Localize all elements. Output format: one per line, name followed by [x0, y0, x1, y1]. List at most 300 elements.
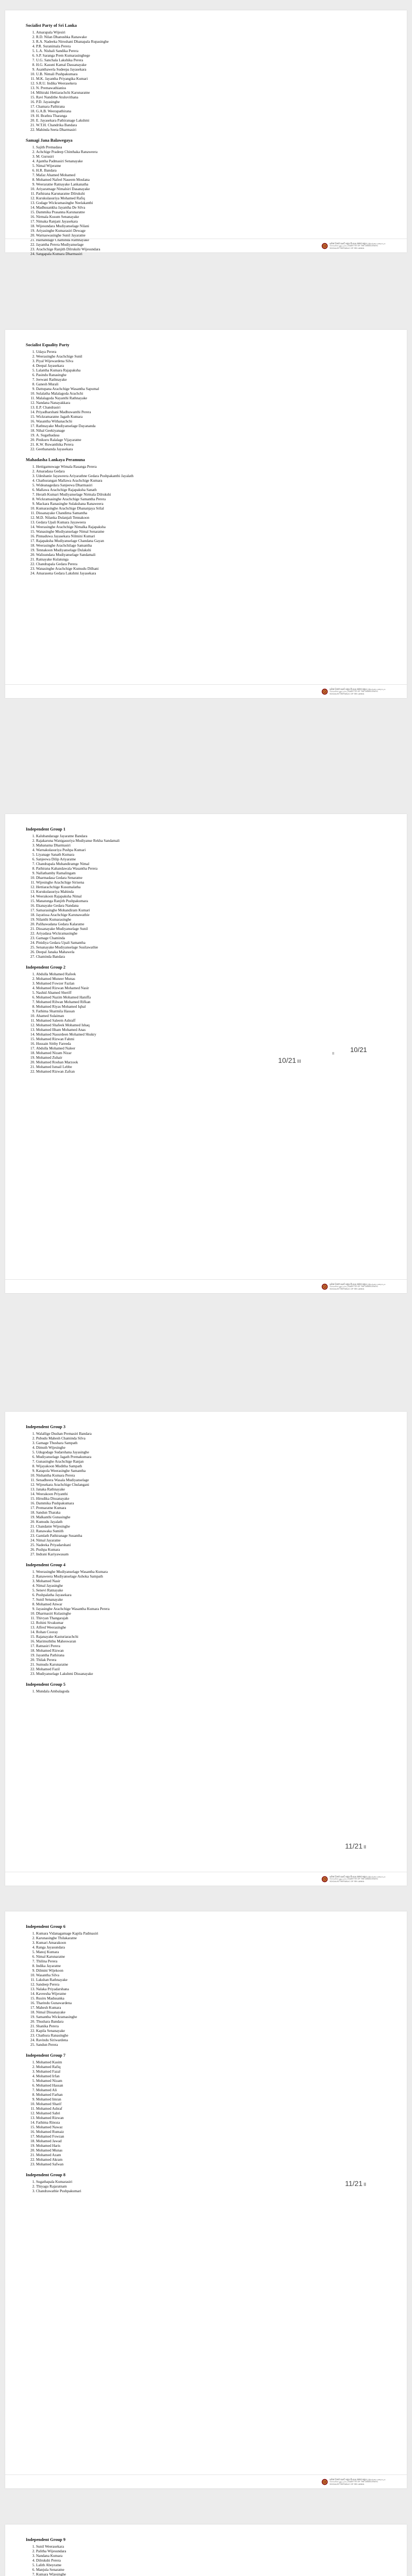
candidate-name: 17. Ratnasiri Perera [36, 1643, 386, 1648]
candidate-name: 18. Nihal Geekiyanage [36, 428, 386, 433]
candidate-name: 20. Thilak Perera [36, 1657, 386, 1662]
document-page [5, 814, 407, 1293]
candidate-name: 14. Priyadharshani Madhuwanthi Perera [36, 410, 386, 414]
candidate-name: 1. Hettigamuwage Wimala Rasanga Perera [36, 464, 386, 469]
candidate-name: 18. Wijesundara Mudiyanselage Nilani [36, 224, 386, 228]
candidate-name: 15. Mohamed Nawaz [36, 2125, 386, 2129]
candidate-name: 6. Nimal Karunaratne [36, 1954, 386, 1959]
candidate-name: 19. Tennakoon Mudiyanselage Dulakshi [36, 548, 386, 552]
candidate-name: 12. Nandana Nanayakkara [36, 400, 386, 405]
candidate-name: 19. Mohamed Haris [36, 2143, 386, 2148]
candidate-name: 4. Chathurangan Mallawa Arachchige Kumara [36, 478, 386, 483]
candidate-name: 1. Amarapala Wijesiri [36, 30, 386, 35]
gazette-imprint: සමාජ වාර්ත ගැසට් පත්‍රය සී සයද රජයේ පත්‍රය | இலங்கை சனநாயக சோசலிசக் குடியரசு | GAZETTE OF THE DEMOCRATIC SOCIALIST REPUBLIC OF SRI LANKA [330, 2479, 386, 2485]
candidate-name: 1. Weerasinghe Mudiyanselage Wasantha Kumara [36, 1569, 386, 1574]
candidate-name: 4. Dimuth Wijesinghe [36, 1445, 386, 1450]
candidate-name: 1. Walallige Dushan Premasiri Bandara [36, 1431, 386, 1436]
candidate-name: 14. Weerasinghe Arachchige Nimalka Rajapaksha [36, 524, 386, 529]
candidate-name: 22. Jayantha Perera Mudiyanselage [36, 242, 386, 247]
candidate-name: 16. Marimuththu Maheswaran [36, 1639, 386, 1643]
candidate-name: 16. Ekanayake Gedara Nandana [36, 903, 386, 908]
candidate-list [26, 1431, 386, 1556]
candidate-name: 7. Mafaz Ahamed Mohamed [36, 173, 386, 177]
gazette-stamp [321, 1283, 386, 1290]
candidate-list [26, 2544, 386, 2576]
candidate-name: 18. Weerasinghe Arachchilage Samantha [36, 543, 386, 548]
candidate-name: 10. Wasantha Silva [36, 1973, 386, 1977]
candidate-name: 6. Mudiyanselage Jagath Premakumara [36, 1454, 386, 1459]
candidate-name: 3. Nandana Kumara [36, 2553, 386, 2558]
candidate-name: 12. Mohamed Shafeek Mohamed Ishaq [36, 1023, 386, 1027]
candidate-name: 16. Wasantha Withanachchi [36, 419, 386, 423]
candidate-name: 22. Kapila Senanayake [36, 2028, 386, 2033]
candidate-name: 12. Wijesekara Arachchige Chulangani [36, 1482, 386, 1487]
candidate-name: 12. Mohamed Sabri [36, 2111, 386, 2115]
candidate-name: 3. Piyal Wijewardena Silva [36, 359, 386, 363]
candidate-name: 5. Wideanagedara Sanjeewa Dharmasiri [36, 483, 386, 487]
candidate-name: 1. Mundala Ambalagoda [36, 1689, 386, 1693]
candidate-name: 3. Mohamed Fowzer Fazlan [36, 981, 386, 986]
candidate-name: 9. Dilmini Wijekoon [36, 1968, 386, 1973]
candidate-name: 23. Arachchige Ranjith Dilrukshi Wijesundara [36, 247, 386, 251]
candidate-name: 22. Mahinda Seeta Dharmasiri [36, 127, 386, 132]
gazette-stamp [321, 1876, 386, 1883]
document-page [5, 10, 407, 256]
candidate-name: 12. S.R.U. Indika Weerasekera [36, 81, 386, 86]
candidate-name: 18. G.A.B. Weerapathirana [36, 109, 386, 113]
candidate-name: 11. Malalagoda Nayanthi Rathnayake [36, 396, 386, 400]
document-page [5, 1412, 407, 1886]
candidate-name: 17. Premaratne Kumara [36, 1505, 386, 1510]
section-heading: Independent Group 4 [26, 1563, 66, 1567]
candidate-name: 4. Nimal Jayasinghe [36, 1583, 386, 1588]
candidate-name: 5. Nimal Wijeratne [36, 163, 386, 168]
candidate-name: 18. Jayatissa Arachchige Karunawathie [36, 912, 386, 917]
candidate-name: 16. Pinnaduwa Jayasekara Nilmini Kumari [36, 534, 386, 538]
candidate-name: 10. Sulalatha Malalagoda Arachchi [36, 391, 386, 396]
candidate-name: 13. Kurukulasuriya Mahinda [36, 889, 386, 894]
candidate-list [26, 2060, 386, 2166]
section-heading: Independent Group 3 [26, 1425, 66, 1429]
candidate-name: 19. Samantha Wickramasinghe [36, 2014, 386, 2019]
candidate-name: 5. Manoj Kumara [36, 1950, 386, 1954]
candidate-name: 11. Lakshan Rathnayake [36, 1977, 386, 1982]
page-footer [5, 684, 407, 698]
candidate-list [26, 464, 386, 575]
candidate-name: 12. Hettiarachchige Kusumalatha [36, 885, 386, 889]
candidate-name: 14. Weerakoon Rajapaksha Nimal [36, 894, 386, 899]
candidate-name: 13. Alfred Weerasinghe [36, 1625, 386, 1630]
candidate-name: 2. Achchige Pradeep Chinthaka Ranaweera [36, 149, 386, 154]
candidate-name: 2. Pubudu Mahesh Chaminda Silva [36, 1436, 386, 1440]
candidate-name: 4. Mohamed Irfan [36, 2074, 386, 2078]
candidate-name: 20. Warnaswasinghe Sunil Jayaratne [36, 233, 386, 238]
candidate-name: 21. Dissanayake Mudiyanselage Sunil [36, 926, 386, 931]
candidate-name: 17. Mohamed Fowzan [36, 2134, 386, 2139]
candidate-name: 2. Ranaweera Mudiyanselage Ashoka Sampath [36, 1574, 386, 1579]
candidate-name: 21. Chandanie Wijesinghe [36, 1524, 386, 1529]
candidate-name: 9. Fathima Sharmila Hassan [36, 1009, 386, 1013]
candidate-name: 1. Kalubandarage Jayaratne Bandara [36, 834, 386, 838]
candidate-name: 8. Wickramasinghe Arachchige Samantha Perera [36, 497, 386, 501]
candidate-name: 19. Nilanthi Kumarasinghe [36, 917, 386, 922]
candidate-name: 26. Deepal Janaka Mahawela [36, 950, 386, 954]
gazette-seal-icon [321, 688, 328, 695]
candidate-name: 5. L.A. Nishali Sandika Perera [36, 48, 386, 53]
candidate-name: 11. Dissanayake Chandima Samantha [36, 511, 386, 515]
candidate-name: 2. Weerasinghe Arachchige Sunil [36, 354, 386, 359]
candidate-name: 6. H.R. Bandara [36, 168, 386, 173]
candidate-name: 17. Samarasinghe Mohandiram Kumari [36, 908, 386, 912]
candidate-name: 21. W.T.H. Chandrika Bandara [36, 123, 386, 127]
candidate-name: 6. Pushpalatha Jayasekara [36, 1592, 386, 1597]
candidate-name: 8. Indika Jayaratne [36, 1963, 386, 1968]
candidate-name: 7. Mohamed Ali [36, 2088, 386, 2092]
candidate-name: 20. Mohamed Roshan Marzook [36, 1060, 386, 1064]
candidate-name: 3. Udeshanie Jayaweera Ariyarathne Gedara Pushpakanthi Jayalath [36, 473, 386, 478]
candidate-name: 26. Pushpa Kumara [36, 1547, 386, 1552]
candidate-name: 25. Sandun Perera [36, 2042, 386, 2047]
candidate-name: 11. Pathirana Karunaratne Dilrukshi [36, 191, 386, 196]
candidate-name: 22. Mohamed Akram [36, 2157, 386, 2162]
candidate-name: 15. Mohamed Rizwan Fahmi [36, 1037, 386, 1041]
candidate-name: 8. H.G. Kasuni Kamal Dassanayake [36, 62, 386, 67]
candidate-name: 4. Mohamed Rizwan Mohamed Nasir [36, 986, 386, 990]
candidate-name: 20. Walisundara Mudiyanselage Sandamali [36, 552, 386, 557]
candidate-name: 22. Ranawaka Sumith [36, 1529, 386, 1533]
candidate-name: 14. Mihiraki Hettiarachchi Karunaratne [36, 90, 386, 95]
candidate-name: 2. Palitha Wijesundara [36, 2549, 386, 2553]
candidate-name: 27. Chaminda Bandara [36, 954, 386, 959]
candidate-name: 17. Rajapaksha Mudiyanselage Chandana Gayan [36, 538, 386, 543]
candidate-name: 7. Kumara Wijesinghe [36, 2572, 386, 2576]
candidate-name: 24. Nimal Jayaratne [36, 1538, 386, 1543]
candidate-name: 18. Mohamed Rizwan [36, 1648, 386, 1653]
candidate-name: 10. Dharmasiri Kulasinghe [36, 1611, 386, 1616]
candidate-name: 19. H. Brathra Tharanga [36, 113, 386, 118]
candidate-name: 13. Janaka Rathnayake [36, 1487, 386, 1492]
candidate-name: 19. Jayantha Pathirana [36, 1653, 386, 1657]
candidate-name: 14. Kaveesha Wijeratne [36, 1991, 386, 1996]
candidate-name: 7. Herath Kumari Mudiyanselage Nirmala Dilrukshi [36, 492, 386, 497]
gazette-imprint: සමාජ වාර්ත ගැසට් පත්‍රය සී සයද රජයේ පත්‍රය | இலங்கை சனநாயக சோசலிசக் குடியரசு | GAZETTE OF THE DEMOCRATIC SOCIALIST REPUBLIC OF SRI LANKA [330, 1876, 386, 1883]
candidate-name: 9. Nallathamby Ramalingam [36, 871, 386, 875]
candidate-name: 13. Nalaka Priyadarshana [36, 1987, 386, 1991]
candidate-name: 2. R.D. Nilan Dhanushka Ranawake [36, 35, 386, 39]
page-number-value: 11/21 [345, 1842, 363, 1850]
candidate-name: 13. Mohamed Rizwan [36, 2115, 386, 2120]
candidate-list [26, 1931, 386, 2047]
gazette-seal-icon [321, 1283, 328, 1290]
candidate-name: 22. Ariyadasa Wickramasinghe [36, 931, 386, 936]
candidate-name: 12. M.D. Nilanka Dulanjali Tennakoon [36, 515, 386, 520]
candidate-name: 3. M. Gurusiri [36, 154, 386, 159]
candidate-name: 15. Manatunga Ranjith Pushpakumara [36, 899, 386, 903]
candidate-name: 1. Sajith Premadasa [36, 145, 386, 149]
section-heading: Independent Group 8 [26, 2173, 66, 2177]
candidate-name: 11. Mohamed Saleem Ashraff [36, 1018, 386, 1023]
candidate-name: 1. Sunil Weerasekara [36, 2544, 386, 2549]
page-body [5, 2524, 407, 2576]
candidate-name: 8. Mohamed Riyas Mohamed Iqbal [36, 1004, 386, 1009]
candidate-name: 10. U.B. Nimali Pushpakumara [36, 72, 386, 76]
candidate-name: 22. Mohamed Fazil [36, 1667, 386, 1671]
candidate-list [26, 972, 386, 1074]
gazette-imprint: සමාජ වාර්ත ගැසට් පත්‍රය සී සයද රජයේ පත්‍රය | இலங்கை சனநாயக சோசலிசக் குடியரசு | GAZETTE OF THE DEMOCRATIC SOCIALIST REPUBLIC OF SRI LANKA [330, 688, 386, 695]
candidate-name: 12. Kurukulasuriya Mohamed Rafiq [36, 196, 386, 200]
candidate-name: 2. Thiyagu Rajaratnam [36, 2184, 386, 2189]
candidate-name: 21. Mohamed Ismail Lebbe [36, 1064, 386, 1069]
candidate-name: 4. Warnakulasuriya Pushpa Kumari [36, 848, 386, 852]
candidate-name: 22. Chandrapala Gedara Perera [36, 562, 386, 566]
candidate-name: 17. Chamara Pathirana [36, 104, 386, 109]
candidate-name: 17. Nimaka Ranjani Jayasekara [36, 219, 386, 224]
candidate-name: 21. Ratnayake Kulatunga [36, 557, 386, 562]
page-footer [5, 2475, 407, 2488]
candidate-name: 7. Thilina Perera [36, 1959, 386, 1963]
candidate-name: 3. Mohamed Fazal [36, 2069, 386, 2074]
candidate-name: 20. Pinikuru Ralalage Vijayaratne [36, 437, 386, 442]
page-body [5, 1412, 407, 1693]
candidate-name: 9. Katapola Weerasinghe Samantha [36, 1468, 386, 1473]
candidate-name: 1. Udaya Perera [36, 349, 386, 354]
candidate-name: 23. Mohamed Safwan [36, 2162, 386, 2166]
page-footer [5, 1279, 407, 1293]
candidate-list [26, 2179, 386, 2193]
page-number-suffix: II [364, 2182, 367, 2187]
candidate-name: 14. Fathima Rinoza [36, 2120, 386, 2125]
candidate-name: 3. Chandrawathie Pushpakumari [36, 2189, 386, 2193]
candidate-name: 7. Chandrapala Muhandiramge Nimal [36, 861, 386, 866]
page-number-value: 10/21 [278, 1056, 297, 1064]
candidate-name: 20. Palihawadana Gedara Kalaratne [36, 922, 386, 926]
candidate-name: 11. M.K. Jayantha Priyangika Kumari [36, 76, 386, 81]
candidate-name: 4. Ranga Jayasundara [36, 1945, 386, 1950]
candidate-name: 15. Wanasinghe Mudiyanselage Nimal Senaratne [36, 529, 386, 534]
candidate-name: 24. Pinidiya Gedara Upali Samantha [36, 940, 386, 945]
candidate-name: 8. Mohamed Nafeel Naseem Moulana [36, 177, 386, 182]
candidate-name: 1. Abdulla Mohamed Rafeek [36, 972, 386, 976]
candidate-name: 23. Wanasinghe Arachchige Kumudu Dilhani [36, 566, 386, 571]
section-heading: Independent Group 1 [26, 827, 66, 832]
candidate-name: 13. Godage Wickramasinghe Neelakanthi [36, 200, 386, 205]
candidate-name: 5. Nashid Ahamed Sheriff [36, 990, 386, 995]
candidate-name: 20. E. Jayasekara Pathiranage Lakshmi [36, 118, 386, 123]
candidate-name: 8. Ganesh Murali [36, 382, 386, 386]
candidate-name: 4. P.R. Suranimala Perera [36, 44, 386, 48]
candidate-name: 18. Sandun Tharaka [36, 1510, 386, 1515]
candidate-name: 6. S.P. Saranga Prem Kumarasinghege [36, 53, 386, 58]
candidate-name: 14. Madhusankha Jayantha De Silva [36, 205, 386, 210]
candidate-name: 16. Tharindu Gunawardena [36, 2001, 386, 2005]
candidate-name: 5. Mohamed Nizam [36, 2078, 386, 2083]
candidate-name: 7. Gunasinghe Arachchige Ranjan [36, 1459, 386, 1464]
page-footer [5, 1872, 407, 1886]
candidate-name: 7. Jeewani Rathnayake [36, 377, 386, 382]
candidate-name: 8. Wijayakoon Muditha Sampath [36, 1464, 386, 1468]
candidate-name: 3. R.A. Nadeeka Niroshani Dhanapala Rupasinghe [36, 39, 386, 44]
section-heading: Mahadasha Lankaya Peramuna [26, 457, 85, 462]
candidate-name: 20. Kumudu Jayalath [36, 1519, 386, 1524]
gazette-imprint: සමාජ වාර්ත ගැසට් පත්‍රය සී සයද රජයේ පත්‍රය | இலங்கை சனநாயக சோசலிசக் குடியரசு | GAZETTE OF THE DEMOCRATIC SOCIALIST REPUBLIC OF SRI LANKA [330, 1283, 386, 1290]
candidate-name: 7. Mohamed Rilwan Mohamed Rifkan [36, 999, 386, 1004]
candidate-list [26, 349, 386, 451]
candidate-name: 19. A. Sugathadasa [36, 433, 386, 437]
candidate-name: 7. U.G. Sanchala Lakshika Perera [36, 58, 386, 62]
candidate-name: 21. K.W. Ruwanthika Perera [36, 442, 386, 447]
candidate-name: 6. Sanjeewa Dilip Ariyaratne [36, 857, 386, 861]
candidate-list [26, 1689, 386, 1693]
side-label: II [332, 1052, 334, 1056]
candidate-name: 16. Dammika Pushpakumara [36, 1501, 386, 1505]
candidate-name: 6. Mohamed Hassan [36, 2083, 386, 2088]
candidate-name: 24. Amarasena Gedara Lakshmi Jayasekara [36, 571, 386, 575]
candidate-name: 9. Mackara Ranasinghe Sulakshana Ranaweera [36, 501, 386, 506]
candidate-name: 11. Mohamed Ashraf [36, 2106, 386, 2111]
candidate-name: 2. Mohamed Muneer Munas [36, 976, 386, 981]
candidate-name: 5. Lalith Abeyratne [36, 2563, 386, 2567]
candidate-name: 19. Ariyasinghe Kumarasiri Dewage [36, 228, 386, 233]
candidate-name: 15. Wickramaratne Jagath Kumara [36, 414, 386, 419]
candidate-name: 17. Abdulla Mohamed Naleer [36, 1046, 386, 1050]
candidate-name: 9. Dattupana Arachchige Wasantha Sapumal [36, 386, 386, 391]
candidate-name: 21. Shanika Perera [36, 2024, 386, 2028]
candidate-name: 10. Ahamed Sulaiman [36, 1013, 386, 1018]
candidate-name: 15. Ravi Nandithe Atuluvithana [36, 95, 386, 99]
candidate-name: 2. Amaradasa Gedara [36, 469, 386, 473]
gazette-seal-icon [321, 1876, 328, 1883]
gazette-imprint: සමාජ වාර්ත ගැසට් පත්‍රය සී සයද රජයේ පත්‍රය | இலங்கை சனநாயக சோசலிசக் குடியரசு | GAZETTE OF THE DEMOCRATIC SOCIALIST REPUBLIC OF SRI LANKA [330, 243, 386, 249]
candidate-name: 4. Deepal Jayasekara [36, 363, 386, 368]
candidate-name: 11. Senadheera Wasala Mudiyanselage [36, 1478, 386, 1482]
candidate-name: 24. Ravindu Siriwardena [36, 2038, 386, 2042]
candidate-name: 15. Hirudika Dissanayake [36, 1496, 386, 1501]
candidate-name: 23. Mudiyanselage Lakshmi Dissanayake [36, 1671, 386, 1676]
candidate-name: 5. Udugodage Sudarshana Jayasinghe [36, 1450, 386, 1454]
candidate-name: 5. Liyanage Sanath Kumara [36, 852, 386, 857]
page-body [5, 330, 407, 575]
candidate-name: 18. Mohamed Nizam Nizar [36, 1050, 386, 1055]
candidate-name: 2. Mohamed Rafiq [36, 2064, 386, 2069]
candidate-name: 21. Sumudu Karunaratne [36, 1662, 386, 1667]
candidate-name: 19. Mohamed Zuhair [36, 1055, 386, 1060]
candidate-name: 14. Rohan Cooray [36, 1630, 386, 1634]
candidate-name: 13. Gedara Upali Kumara Jayaweera [36, 520, 386, 524]
section-heading: Socialist Equality Party [26, 343, 70, 347]
candidate-name: 25. Senanayake Mudiyanselage Susilawathie [36, 945, 386, 950]
candidate-name: 9. Jayasinghe Arachchige Wasantha Kumara Perera [36, 1606, 386, 1611]
candidate-name: 1. Mohamed Kasim [36, 2060, 386, 2064]
page-body [5, 814, 407, 1074]
candidate-name: 20. Mohamed Munas [36, 2148, 386, 2153]
page-number-suffix: III [297, 1059, 301, 1064]
gazette-stamp [321, 2479, 386, 2485]
candidate-name: 8. Mohamed Farhan [36, 2092, 386, 2097]
document-page [5, 2524, 407, 2576]
candidate-name: 16. P.D. Jayasinghe [36, 99, 386, 104]
candidate-name: 3. Gamage Thushara Sampath [36, 1440, 386, 1445]
candidate-name: 6. Manjula Senaratne [36, 2567, 386, 2572]
candidate-name: 12. Rohini Sivakumar [36, 1620, 386, 1625]
candidate-name: 9. Asanthawela Sudeepa Jayasekara [36, 67, 386, 72]
candidate-name: 21. Mohamed Azam [36, 2153, 386, 2157]
candidate-name: 22. Mohamed Rizwan Zafran [36, 1069, 386, 1074]
candidate-list [26, 30, 386, 132]
candidate-name: 21. Halnandage Chaminda Rathnayake [36, 238, 386, 242]
candidate-name: 17. Mahesh Kumara [36, 2005, 386, 2010]
candidate-name: 25. Nadeeka Priyadarshani [36, 1543, 386, 1547]
candidate-name: 15. Rajanayake Kasturiarachchi [36, 1634, 386, 1639]
candidate-name: 20. Thushara Bandara [36, 2019, 386, 2024]
candidate-name: 9. Weeraratne Ratnayake Lankanatha [36, 182, 386, 187]
candidate-name: 10. Mohamed Sharif [36, 2102, 386, 2106]
candidate-name: 3. Mahanama Dharmasiri [36, 843, 386, 848]
candidate-name: 23. Gamlath Pathiranage Susantha [36, 1533, 386, 1538]
candidate-name: 23. Chathura Ranasinghe [36, 2033, 386, 2038]
candidate-name: 3. Mohamed Nasir [36, 1579, 386, 1583]
candidate-name: 24. Sangapala Kumara Dharmasiri [36, 251, 386, 256]
page-number-value: 11/21 [345, 2179, 363, 2188]
candidate-name: 18. Mohamed Jawad [36, 2139, 386, 2143]
candidate-name: 3. Kumari Amarakoon [36, 1940, 386, 1945]
section-heading: Independent Group 7 [26, 2053, 66, 2058]
section-heading: Independent Group 6 [26, 1924, 66, 1929]
candidate-name: 6. Mallawa Arachchige Rajapaksha Sanath [36, 487, 386, 492]
page-number [278, 1056, 301, 1064]
section-heading: Samagi Jana Balawegaya [26, 138, 73, 143]
candidate-name: 10. Nishantha Kumara Perera [36, 1473, 386, 1478]
candidate-name: 16. Mohamed Rumaiz [36, 2129, 386, 2134]
candidate-name: 19. Malkanthi Gunasinghe [36, 1515, 386, 1519]
candidate-name: 7. Sunil Senanayake [36, 1597, 386, 1602]
candidate-name: 1. Kumara Vidanagamage Kapila Padmasiri [36, 1931, 386, 1936]
page-footer [5, 239, 407, 252]
gazette-stamp [321, 688, 386, 695]
page-body [5, 10, 407, 256]
candidate-name: 4. Ajantha Padmasiri Senanayake [36, 159, 386, 163]
page-number [345, 1842, 366, 1850]
candidate-name: 17. Rathnayake Mudiyanselage Dayananda [36, 423, 386, 428]
candidate-name: 10. Ariyaratnage Nimalsiri Dasanayake [36, 187, 386, 191]
candidate-name: 5. Lalantha Kumara Rajapaksha [36, 368, 386, 372]
candidate-name: 12. Sandeep Perera [36, 1982, 386, 1987]
section-heading: Independent Group 9 [26, 2537, 66, 2542]
candidate-name: 6. Pasindu Ranasinghe [36, 372, 386, 377]
candidate-name: 2. Karunasinghe Thilakaratne [36, 1936, 386, 1940]
candidate-name: 23. Gamage Chaminda [36, 936, 386, 940]
gazette-seal-icon [321, 2479, 328, 2485]
candidate-name: 10. Dharmadasa Gedara Senaratne [36, 875, 386, 880]
candidate-list [26, 1569, 386, 1676]
document-page [5, 1911, 407, 2488]
candidate-name: 13. N. Premawathianiss [36, 86, 386, 90]
candidate-name: 10. Kumarasinghe Arachchige Dhananjaya Srilal [36, 506, 386, 511]
document-page [5, 330, 407, 698]
candidate-name: 27. Indrani Kariyawasam [36, 1552, 386, 1556]
candidate-name: 5. Senevi Ratnayake [36, 1588, 386, 1592]
candidate-name: 9. Mohamed Imran [36, 2097, 386, 2102]
gazette-stamp [321, 243, 386, 249]
section-heading: Independent Group 2 [26, 965, 66, 970]
candidate-name: 18. Nimal Dissanayake [36, 2010, 386, 2014]
candidate-name: 4. Dilrukshi Perera [36, 2558, 386, 2563]
candidate-name: 8. Mohamed Anwar [36, 1602, 386, 1606]
candidate-name: 2. Rajakaruna Wanigasuriya Mudiyanse Rekha Sandamali [36, 838, 386, 843]
section-heading: Socialist Party of Sri Lanka [26, 23, 77, 28]
section-heading: Independent Group 5 [26, 1682, 66, 1687]
candidate-name: 15. Dammika Prasanna Karunaratne [36, 210, 386, 214]
candidate-name: 16. Nirmala Kusum Senanayake [36, 214, 386, 219]
